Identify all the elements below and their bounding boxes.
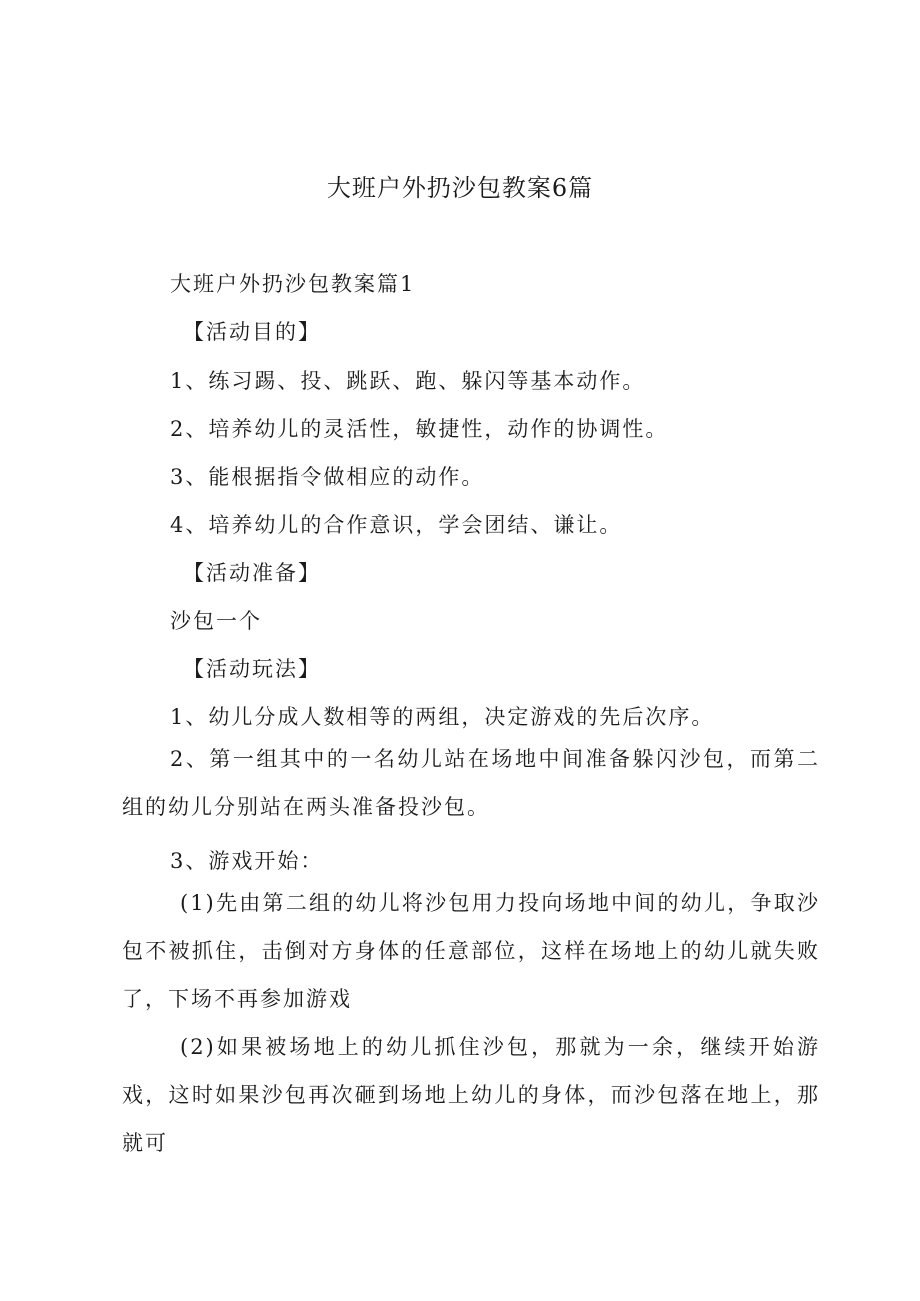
play-step: 2、第一组其中的一名幼儿站在场地中间准备躲闪沙包，而第二组的幼儿分别站在两头准备投沙包。 [122, 747, 820, 819]
play-heading: 【活动玩法】 [183, 657, 321, 681]
prep-text: 沙包一个 [170, 609, 262, 633]
goal-item: 2、培养幼儿的灵活性，敏捷性，动作的协调性。 [170, 417, 669, 441]
section-heading: 大班户外扔沙包教案篇1 [170, 272, 416, 296]
goal-heading: 【活动目的】 [183, 320, 321, 344]
play-step: 3、游戏开始： [170, 849, 324, 873]
goal-item: 3、能根据指令做相应的动作。 [170, 465, 485, 489]
play-step: 1、幼儿分成人数相等的两组，决定游戏的先后次序。 [170, 705, 715, 729]
goal-item: 4、培养幼儿的合作意识，学会团结、谦让。 [170, 513, 623, 537]
prep-heading: 【活动准备】 [183, 561, 321, 585]
sub-step: (1)先由第二组的幼儿将沙包用力投向场地中间的幼儿，争取沙包不被抓住，击倒对方身体的任意部位，这样在场地上的幼儿就失败了，下场不再参加游戏 [122, 891, 820, 1011]
sub-step: (2)如果被场地上的幼儿抓住沙包，那就为一余，继续开始游戏，这时如果沙包再次砸到场地上幼儿的身体，而沙包落在地上，那就可 [122, 1035, 820, 1155]
document-title: 大班户外扔沙包教案6篇 [326, 174, 594, 202]
goal-item: 1、练习踢、投、跳跃、跑、躲闪等基本动作。 [170, 369, 646, 393]
